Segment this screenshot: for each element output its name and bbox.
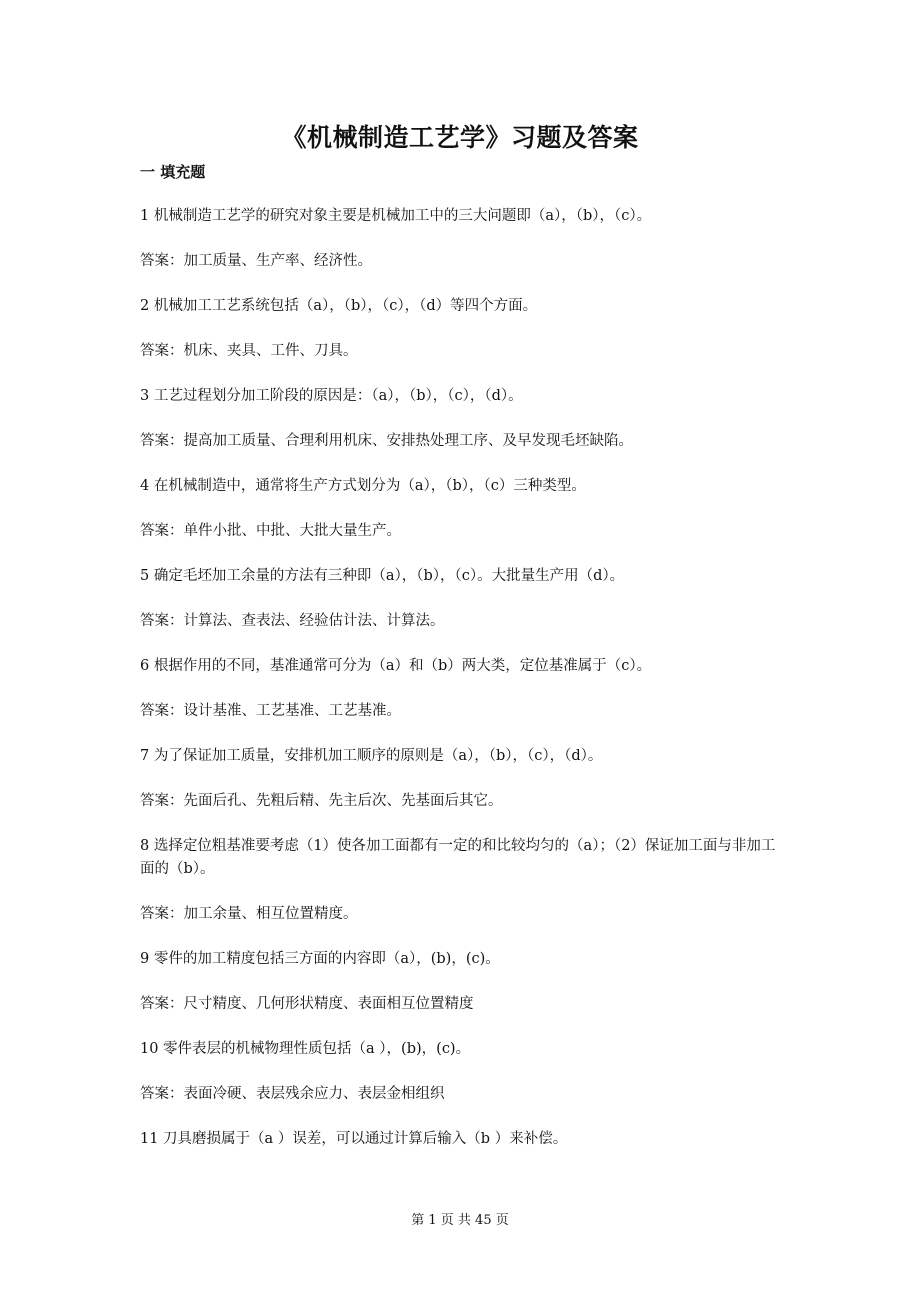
question-1: 1 机械制造工艺学的研究对象主要是机械加工中的三大问题即（a），（b），（c）。 [140, 208, 652, 224]
answer-3: 答案：提高加工质量、合理利用机床、安排热处理工序、及早发现毛坯缺陷。 [140, 433, 633, 449]
question-10: 10 零件表层的机械物理性质包括（a ），(b)，(c)。 [140, 1041, 471, 1057]
section-heading: 一 填充题 [140, 163, 206, 181]
question-4: 4 在机械制造中，通常将生产方式划分为（a），（b），（c）三种类型。 [140, 478, 586, 494]
answer-5: 答案：计算法、查表法、经验估计法、计算法。 [140, 613, 445, 629]
question-8: 8 选择定位粗基准要考虑（1）使各加工面都有一定的和比较均匀的（a）；（2）保证加工面与非加工面的（b）。 [140, 838, 776, 877]
question-9: 9 零件的加工精度包括三方面的内容即（a），(b)，(c)。 [140, 951, 500, 967]
answer-9: 答案：尺寸精度、几何形状精度、表面相互位置精度 [140, 996, 474, 1012]
question-5: 5 确定毛坯加工余量的方法有三种即（a），（b），（c）。大批量生产用（d）。 [140, 568, 625, 584]
answer-6: 答案：设计基准、工艺基准、工艺基准。 [140, 703, 401, 719]
document-title: 《机械制造工艺学》习题及答案 [281, 123, 639, 152]
question-2: 2 机械加工工艺系统包括（a），（b），（c），（d）等四个方面。 [140, 298, 538, 314]
answer-7: 答案：先面后孔、先粗后精、先主后次、先基面后其它。 [140, 793, 503, 809]
answer-2: 答案：机床、夹具、工件、刀具。 [140, 343, 358, 359]
question-3: 3 工艺过程划分加工阶段的原因是：（a），（b），（c），（d）。 [140, 388, 523, 404]
question-6: 6 根据作用的不同，基准通常可分为（a）和（b）两大类，定位基准属于（c）。 [140, 658, 652, 674]
question-11: 11 刀具磨损属于（a ）误差，可以通过计算后输入（b ）来补偿。 [140, 1131, 568, 1147]
answer-4: 答案：单件小批、中批、大批大量生产。 [140, 523, 401, 539]
question-7: 7 为了保证加工质量，安排机加工顺序的原则是（a），（b），（c），（d）。 [140, 748, 603, 764]
answer-8: 答案：加工余量、相互位置精度。 [140, 906, 358, 922]
question-list [140, 205, 785, 1173]
page-footer: 第 1 页 共 45 页 [411, 1213, 509, 1228]
answer-10: 答案：表面冷硬、表层残余应力、表层金相组织 [140, 1086, 445, 1102]
answer-1: 答案：加工质量、生产率、经济性。 [140, 253, 372, 269]
